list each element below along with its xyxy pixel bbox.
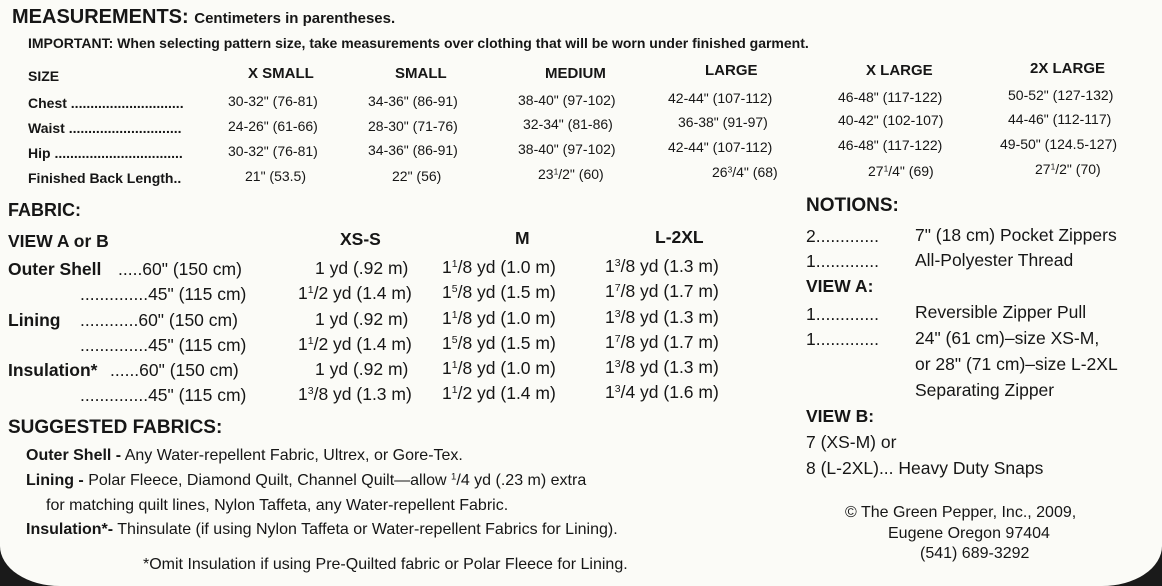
col-m: M <box>515 228 530 248</box>
col-l-2xl: L-2XL <box>655 227 704 247</box>
insulation-footnote: *Omit Insulation if using Pre-Quilted fabric or Polar Fleece for Lining. <box>143 556 628 573</box>
fabric-row-label: Insulation* <box>8 360 98 380</box>
cell: 38-40" (97-102) <box>518 141 616 157</box>
cell: $1^1/2$ yd (1.4 m) <box>298 334 412 354</box>
address-line: Eugene Oregon 97404 <box>888 525 1050 542</box>
insulation-text: Thinsulate (if using Nylon Taffeta or Water-repellent Fabrics for Lining). <box>117 521 618 538</box>
cell: 21" (53.5) <box>245 168 307 184</box>
cell: 30-32" (76-81) <box>228 93 318 109</box>
cell: 36-38" (91-97) <box>678 114 768 130</box>
fabric-width: ......60" (150 cm) <box>110 360 239 380</box>
notion-text-cont: Separating Zipper <box>915 380 1055 400</box>
cell: 38-40" (97-102) <box>518 92 616 108</box>
cell: $1^3/8$ yd (1.3 m) <box>298 384 412 404</box>
measurements-title: MEASUREMENTS: <box>12 6 189 28</box>
notion-text: Reversible Zipper Pull <box>915 302 1087 322</box>
cell: $23^1/2$" (60) <box>538 166 604 182</box>
cell: $1^1/8$ yd (1.0 m) <box>442 308 556 328</box>
insulation-line <box>26 521 618 539</box>
cell: 30-32" (76-81) <box>228 143 318 159</box>
notion-qty: 1............. <box>806 329 879 349</box>
lining-line-2: for matching quilt lines, Nylon Taffeta, any Water-repellent Fabric. <box>46 497 509 514</box>
fabric-width: ............60" (150 cm) <box>80 310 238 330</box>
cell: 1 yd (.92 m) <box>315 359 409 379</box>
row-label: Finished Back Length.. <box>28 170 182 186</box>
measurements-heading <box>12 6 395 29</box>
measurements-subtitle: Centimeters in parentheses. <box>194 10 396 27</box>
insulation-label: Insulation*- <box>26 521 114 538</box>
cell: 1 yd (.92 m) <box>315 258 409 278</box>
cell: 22" (56) <box>392 168 442 184</box>
cell: 42-44" (107-112) <box>668 90 773 106</box>
suggested-heading: SUGGESTED FABRICS: <box>8 417 223 438</box>
outer-shell-line <box>26 447 463 465</box>
row-label: Waist ............................. <box>28 120 182 136</box>
lining-label: Lining - <box>26 472 84 489</box>
cell: 34-36" (86-91) <box>368 93 458 109</box>
notion-text: 7" (18 cm) Pocket Zippers <box>915 225 1117 245</box>
outer-shell-label: Outer Shell - <box>26 447 122 464</box>
view-b-heading: VIEW B: <box>806 406 875 426</box>
notion-qty: 1............. <box>806 251 879 271</box>
important-note: IMPORTANT: When selecting pattern size, take measurements over clothing that will be worn under finished garment. <box>28 35 809 51</box>
cell: 40-42" (102-107) <box>838 112 944 128</box>
phone-line: (541) 689-3292 <box>920 545 1030 562</box>
cell: $1^7/8$ yd (1.7 m) <box>605 281 719 301</box>
cell: 1 yd (.92 m) <box>315 309 409 329</box>
notion-text: 24" (61 cm)–size XS-M, <box>915 328 1100 348</box>
fabric-width: ..............45" (115 cm) <box>80 385 247 405</box>
cell: 46-48" (117-122) <box>838 89 943 105</box>
col-xlarge: X LARGE <box>866 62 933 79</box>
cell: 24-26" (61-66) <box>228 118 318 134</box>
cell: $1^7/8$ yd (1.7 m) <box>605 332 719 352</box>
notion-text: All-Polyester Thread <box>915 250 1074 270</box>
view-label: VIEW A or B <box>8 231 109 251</box>
lining-text: Polar Fleece, Diamond Quilt, Channel Quilt—allow $^1$/4 yd (.23 m) extra <box>88 471 587 489</box>
cell: $1^3/8$ yd (1.3 m) <box>605 256 719 276</box>
fabric-row-label: Outer Shell <box>8 259 102 279</box>
cell: $1^1/8$ yd (1.0 m) <box>442 257 556 277</box>
fabric-width: .....60" (150 cm) <box>118 259 242 279</box>
row-label: Hip ................................. <box>28 145 183 161</box>
cell: 46-48" (117-122) <box>838 137 943 153</box>
view-b-line: 7 (XS-M) or <box>806 432 897 452</box>
cell: $1^1/2$ yd (1.4 m) <box>298 283 412 303</box>
cell: 42-44" (107-112) <box>668 139 773 155</box>
cell: $1^1/2$ yd (1.4 m) <box>442 383 556 403</box>
cell: 49-50" (124.5-127) <box>1000 136 1118 152</box>
notion-text-cont: or 28" (71 cm)–size L-2XL <box>915 354 1118 374</box>
cell: $27^1/2$" (70) <box>1035 161 1101 177</box>
notions-heading: NOTIONS: <box>806 195 899 216</box>
notion-qty: 1............. <box>806 304 879 324</box>
fabric-width: ..............45" (115 cm) <box>80 284 247 304</box>
cell: 32-34" (81-86) <box>523 116 613 132</box>
cell: $26^3/4$" (68) <box>712 164 778 180</box>
cell: $1^3/4$ yd (1.6 m) <box>605 382 719 402</box>
col-xs-s: XS-S <box>340 229 381 249</box>
cell: 34-36" (86-91) <box>368 142 458 158</box>
col-medium: MEDIUM <box>545 65 606 82</box>
cell: $1^1/8$ yd (1.0 m) <box>442 358 556 378</box>
fabric-width: ..............45" (115 cm) <box>80 335 247 355</box>
col-xsmall: X SMALL <box>248 65 314 82</box>
col-large: LARGE <box>705 62 758 79</box>
col-2xlarge: 2X LARGE <box>1030 60 1106 77</box>
size-header: SIZE <box>28 68 60 84</box>
notion-qty: 2............. <box>806 226 879 246</box>
view-b-line: 8 (L-2XL)... Heavy Duty Snaps <box>806 458 1044 478</box>
col-small: SMALL <box>395 65 447 82</box>
cell: 50-52" (127-132) <box>1008 87 1114 103</box>
cell: $1^5/8$ yd (1.5 m) <box>442 282 556 302</box>
fabric-row-label: Lining <box>8 310 61 330</box>
cell: $1^3/8$ yd (1.3 m) <box>605 357 719 377</box>
row-label: Chest ............................. <box>28 95 184 111</box>
outer-shell-text: Any Water-repellent Fabric, Ultrex, or Gore-Tex. <box>124 447 463 464</box>
cell: 44-46" (112-117) <box>1008 111 1112 127</box>
view-a-heading: VIEW A: <box>806 276 874 296</box>
cell: $1^5/8$ yd (1.5 m) <box>442 333 556 353</box>
lining-line <box>26 472 586 490</box>
copyright-line: © The Green Pepper, Inc., 2009, <box>845 504 1077 521</box>
cell: $27^1/4$" (69) <box>868 163 934 179</box>
fabric-heading: FABRIC: <box>8 200 81 220</box>
cell: $1^3/8$ yd (1.3 m) <box>605 307 719 327</box>
cell: 28-30" (71-76) <box>368 118 458 134</box>
